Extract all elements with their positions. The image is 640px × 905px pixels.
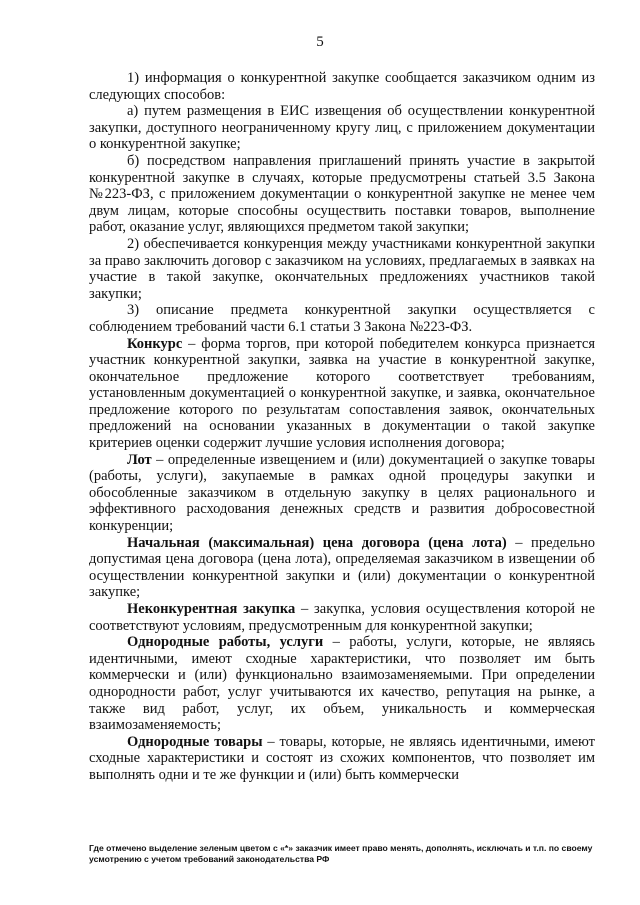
paragraph-competition: 2) обеспечивается конкуренция между участниками конкурентной закупки за право заключить договор с заказчиком на условиях, предлагаемых в заявках на участие в такой закупке, окончательных предложениях участников такой закупки; <box>89 235 595 302</box>
paragraph-method-b: б) посредством направления приглашений принять участие в закрытой конкурентной закупке в случаях, которые предусмотрены статьей 3.5 Закона №223-ФЗ, с приложением документации о конкурентной закупке не менее чем двум лицам, которые способны осуществить поставки товаров, выполнение работ, оказание услуг, являющихся предметом такой закупки; <box>89 152 595 236</box>
definition-initial-price <box>89 535 595 601</box>
term-homogeneous-goods: Однородные товары <box>127 733 263 750</box>
paragraph-subject-description: 3) описание предмета конкурентной закупки осуществляется с соблюдением требований части 6.1 статьи 3 Закона №223-ФЗ. <box>89 302 595 335</box>
definition-homogeneous-goods <box>89 734 595 784</box>
definition-lot <box>89 452 595 535</box>
paragraph-method-a: а) путем размещения в ЕИС извещения об осуществлении конкурентной закупки, доступного неограниченному кругу лиц, с приложением документации о конкурентной закупке; <box>89 103 595 153</box>
term-initial-price: Начальная (максимальная) цена договора (цена лота) <box>127 534 507 551</box>
definition-text: – закупка, условия осуществления которой не соответствуют условиям, предусмотренным для конкурентной закупки; <box>89 601 595 634</box>
term-non-competitive: Неконкурентная закупка <box>127 601 296 617</box>
definition-text: – товары, которые, не являясь идентичными, имеют сходные характеристики и состоят из схожих компонентов, что позволяет им выполнять одни и те же функции и (или) быть коммерчески <box>89 733 596 783</box>
term-lot: Лот <box>127 451 152 468</box>
footer-note: Где отмечено выделение зеленым цветом с «*» заказчик имеет право менять, дополнять, исключать и т.п. по своему усмотрению с учетом требований законодательства РФ <box>89 843 593 864</box>
definition-text: – определенные извещением и (или) документацией о закупке товары (работы, услуги), закупаемые в рамках одной процедуры закупки и обособленные заказчиком в отдельную закупку в целях рационального и эффективного расходования денежных средств и развития добросовестной конкуренции; <box>89 451 595 535</box>
page-number: 5 <box>316 34 324 50</box>
term-konkurs: Конкурс <box>127 335 183 352</box>
paragraph-info-methods: 1) информация о конкурентной закупке сообщается заказчиком одним из следующих способов: <box>89 70 595 103</box>
term-homogeneous-works: Однородные работы, услуги <box>127 634 324 651</box>
definition-konkurs <box>89 336 595 452</box>
body-text <box>89 70 595 784</box>
definition-non-competitive <box>89 601 595 634</box>
definition-text: – форма торгов, при которой победителем конкурса признается участник конкурентной закупки, заявка на участие в конкурентной закупке, окончательное предложение которого соответствует требованиям, установленным документацией о конкурентной закупке, и заявка, окончательное предложение которого по результатам сопоставления заявок, окончательных предложений на основании указанных в документации о такой закупке критериев оценки содержит лучшие условия исполнения договора; <box>89 335 595 452</box>
definition-text: – работы, услуги, которые, не являясь идентичными, имеют сходные характеристики, что позволяет им быть коммерчески и (или) функционально взаимозаменяемыми. При определении однородности работ, услуг учитываются их качество, репутация на рынке, а также вид работ, услуг, их объем, уникальность и коммерческая взаимозаменяемость; <box>89 634 596 734</box>
definition-homogeneous-works <box>89 634 595 734</box>
definition-text: – предельно допустимая цена договора (цена лота), определяемая заказчиком в извещении об осуществлении конкурентной закупки и (или) документации о конкурентной закупке; <box>89 534 595 601</box>
